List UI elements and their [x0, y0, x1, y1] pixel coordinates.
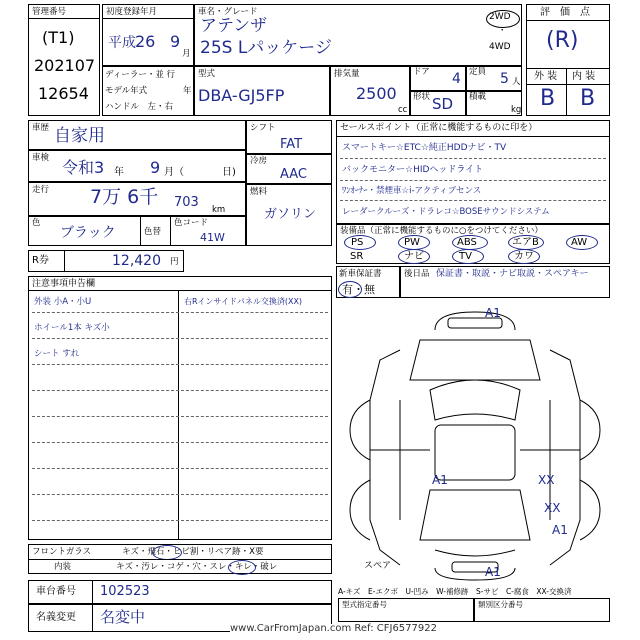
- mgmt-line1: (T1): [42, 28, 75, 47]
- eval-ext: B: [540, 86, 556, 111]
- eval-int: B: [580, 86, 596, 111]
- sales-line-1: スマートキー☆ETC☆純正HDDナビ・TV: [342, 143, 507, 153]
- reg-unit: 月: [182, 49, 191, 59]
- namechange-label: 名義変更: [36, 612, 76, 623]
- mileage-unit: km: [212, 205, 226, 215]
- equip-abs: ABS: [457, 237, 477, 248]
- door-value: 4: [452, 71, 461, 87]
- glass-label: フロントガラス: [32, 547, 91, 557]
- mgmt-label: 管理番号: [32, 7, 67, 17]
- ac-value: AAC: [280, 167, 307, 182]
- carno-label: 車台番号: [36, 586, 76, 597]
- mileage-label: 走行: [32, 185, 50, 195]
- eval-ext-label: 外 装: [534, 71, 558, 82]
- diag-mark-right-2: XX: [544, 501, 561, 515]
- cap-label: 定員: [469, 67, 487, 77]
- equip-tv: TV: [459, 251, 472, 262]
- legend: A-キズ E-エクボ U-凹み W-補修跡 S-サビ C-腐食 XX-交換済: [338, 587, 572, 596]
- disp-unit: cc: [398, 105, 408, 115]
- namechange-value: 名変中: [100, 608, 146, 626]
- car-diagram: [340, 300, 610, 585]
- sales-title: セールスポイント（正常に機能するものに印を）: [340, 123, 538, 133]
- recycle-label: R券: [32, 255, 49, 266]
- color-label: 色: [32, 218, 41, 228]
- inspection-era: 令和3: [62, 158, 105, 177]
- color-value: ブラック: [60, 225, 116, 241]
- model-value: DBA-GJ5FP: [198, 86, 285, 105]
- equip-title: 装備品（正常に機能するものに○をつけてください）: [340, 226, 543, 236]
- color-code: 41W: [200, 231, 225, 244]
- inspection-m: 月（: [164, 167, 184, 178]
- drive-opt2: 4WD: [489, 42, 511, 52]
- diag-mark-front: A1: [485, 306, 501, 320]
- usage-value: 自家用: [54, 126, 105, 146]
- diag-mark-rear: A1: [485, 565, 501, 579]
- shape-label: 形状: [413, 92, 431, 102]
- sales-line-3: ﾜﾝｵｰﾅｰ・禁煙車☆i-アクティブセンス: [342, 186, 482, 196]
- cap-unit: 人: [512, 77, 521, 87]
- sales-line-4: レーダークルーズ・ドラレコ☆BOSEサウンドシステム: [342, 207, 550, 217]
- reg-label: 初度登録年月: [106, 7, 158, 17]
- glass-value: キズ・飛石・ヒビ割・リペア跡・X要: [122, 547, 264, 557]
- door-label: ドア: [413, 67, 430, 77]
- shift-value: FAT: [280, 137, 303, 152]
- eval-score: (R): [546, 28, 579, 53]
- recycle-unit: 円: [170, 257, 179, 267]
- shift-label: シフト: [250, 123, 276, 133]
- notes-right-1: 右Rインサイドパネル交換済(XX): [184, 297, 303, 306]
- equip-pw: PW: [404, 237, 420, 248]
- reg-era: 平成: [108, 35, 136, 51]
- notes-left-1: 外装 小A・小U: [34, 297, 92, 307]
- inspection-d: 日): [222, 167, 236, 178]
- notes-left-2: ホイール1本 キズ小: [34, 323, 110, 333]
- drive-dot: ・: [498, 26, 507, 36]
- color-code-label: 色コード: [174, 218, 209, 228]
- color-change-label: 色替: [144, 227, 162, 237]
- notes-title: 注意事項申告欄: [32, 279, 96, 289]
- car-grade: 25S Lパッケージ: [200, 38, 332, 58]
- diag-mark-right-3: A1: [552, 523, 568, 537]
- equip-airbag: エアB: [512, 237, 539, 248]
- carno-value: 102523: [100, 584, 150, 599]
- inspection-y: 年: [114, 167, 124, 178]
- dealer-row1: ディーラー・並 行: [105, 70, 176, 80]
- cap-value: 5: [500, 71, 509, 87]
- car-name: アテンザ: [200, 16, 268, 36]
- retrofit-value: 保証書・取説・ナビ取説・スペアキー: [436, 269, 589, 279]
- bottom-label-a: 型式指定番号: [342, 600, 387, 609]
- interior-value: キズ・汚レ・コゲ・穴・スレ・キレ・破レ: [116, 562, 278, 572]
- retrofit-label: 後日品: [404, 269, 430, 279]
- equip-navi: ナビ: [404, 251, 424, 262]
- load-unit: kg: [511, 105, 522, 115]
- mgmt-line3: 12654: [38, 84, 89, 103]
- mileage-value: 7万 6千: [90, 186, 159, 208]
- inspection-label: 車検: [32, 153, 50, 163]
- model-label: 型式: [198, 69, 216, 79]
- equip-leather: カワ: [514, 251, 534, 262]
- inspection-month: 9: [150, 158, 161, 177]
- car-label: 車名・グレード: [198, 7, 258, 17]
- reg-year: 26: [135, 32, 156, 51]
- eval-int-label: 内 装: [572, 71, 596, 82]
- eval-label: 評 価 点: [540, 7, 590, 18]
- reg-month: 9: [170, 32, 181, 51]
- usage-label: 車歴: [32, 123, 50, 133]
- bottom-label-b: 類別区分番号: [478, 600, 523, 609]
- shape-value: SD: [432, 95, 454, 113]
- equip-ps: PS: [351, 237, 364, 248]
- fuel-value: ガソリン: [264, 207, 317, 222]
- diag-spare: スペア: [364, 561, 392, 571]
- watermark: www.CarFromJapan.com Ref: CFJ6577922: [230, 623, 437, 634]
- dealer-row3: ハンドル 左・右: [105, 102, 174, 112]
- ac-label: 冷房: [250, 156, 268, 166]
- drive-opt1: 2WD: [489, 12, 511, 22]
- fuel-label: 燃料: [250, 187, 268, 197]
- mileage-sub: 703: [174, 195, 199, 210]
- dealer-row2b: 年: [183, 86, 192, 96]
- inspection-box: [28, 150, 246, 182]
- diag-mark-left: A1: [432, 473, 448, 487]
- warranty-value: 有・無: [342, 283, 375, 296]
- warranty-label: 新車保証書: [339, 269, 382, 279]
- equip-sr: SR: [350, 251, 364, 262]
- interior-label: 内装: [54, 562, 72, 572]
- diag-mark-right-1: XX: [538, 473, 555, 487]
- sales-line-2: バックモニター☆HIDヘッドライト: [342, 165, 484, 175]
- load-label: 積載: [469, 92, 487, 102]
- disp-value: 2500: [356, 84, 397, 103]
- equip-aw: AW: [571, 237, 588, 248]
- disp-label: 排気量: [334, 69, 360, 79]
- recycle-value: 12,420: [112, 253, 161, 269]
- dealer-row2: モデル年式: [105, 86, 148, 96]
- notes-left-3: シート すれ: [34, 349, 80, 359]
- mgmt-line2: 202107: [34, 56, 96, 75]
- notes-box: [28, 276, 332, 540]
